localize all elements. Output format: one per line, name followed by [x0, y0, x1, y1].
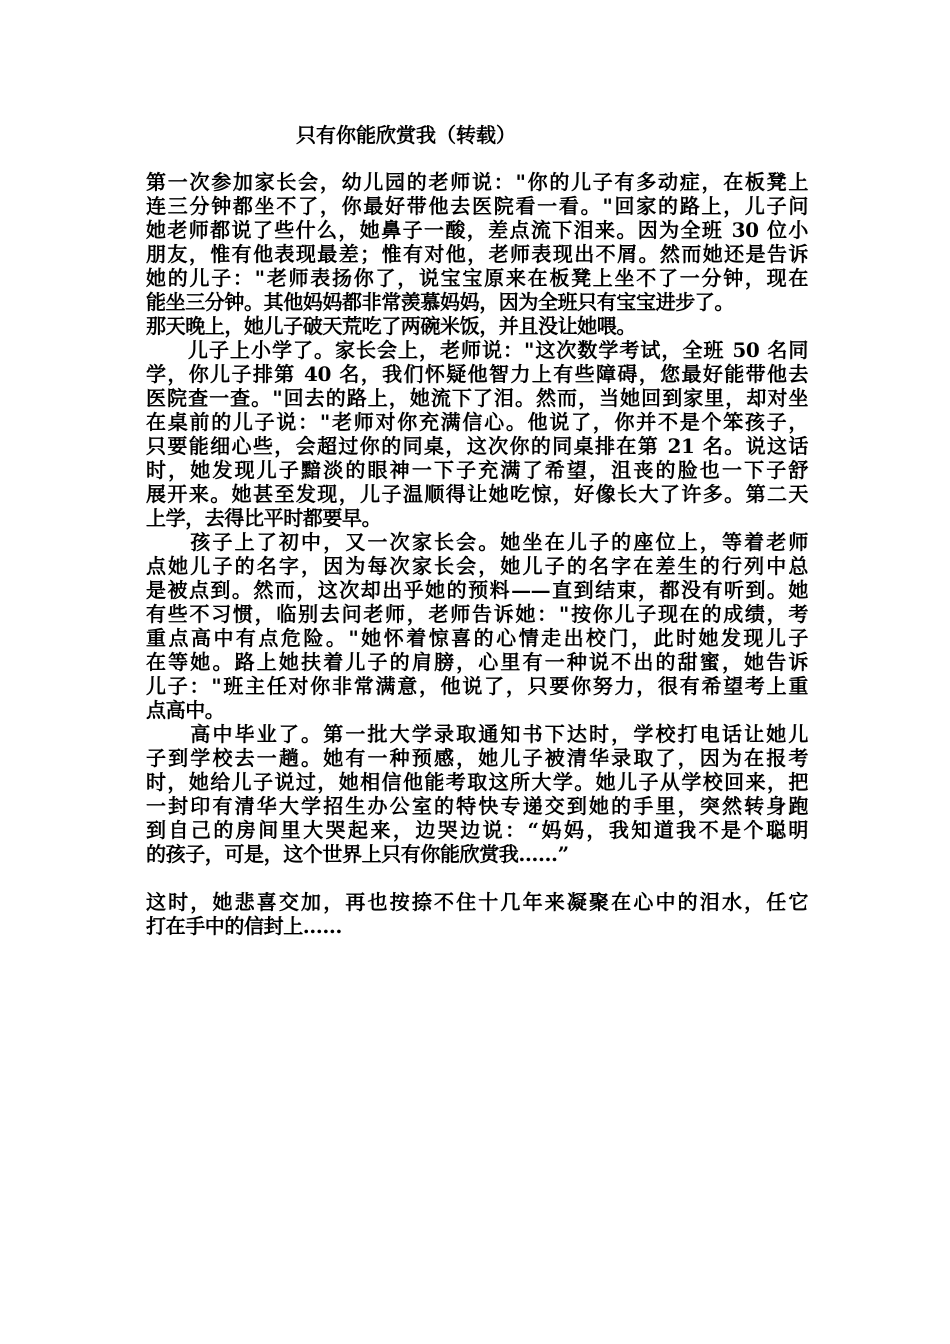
- paragraph-spacer: [146, 866, 808, 890]
- paragraph-2: [146, 338, 808, 530]
- text-line: 一封印有清华大学招生办公室的特快专递交到她的手里，突然转身跑: [146, 794, 808, 818]
- text-line: 时，她给儿子说过，她相信他能考取这所大学。她儿子从学校回来，把: [146, 770, 808, 794]
- text-line: 那天晚上，她儿子破天荒吃了两碗米饭，并且没让她喂。: [146, 314, 636, 338]
- document-title: 只有你能欣赏我（转载）: [296, 123, 516, 147]
- paragraph-1: [146, 170, 808, 338]
- text-line: 的孩子，可是，这个世界上只有你能欣赏我……”: [146, 842, 569, 866]
- text-line: 儿子："班主任对你非常满意，他说了，只要你努力，很有希望考上重: [146, 674, 808, 698]
- paragraph-4: [146, 722, 808, 866]
- text-line: 能坐三分钟。其他妈妈都非常羡慕妈妈，因为全班只有宝宝进步了。: [146, 290, 734, 314]
- text-line: 展开来。她甚至发现，儿子温顺得让她吃惊，好像长大了许多。第二天: [146, 482, 808, 506]
- text-line: 高中毕业了。第一批大学录取通知书下达时，学校打电话让她儿: [146, 722, 808, 746]
- text-line: 只要能细心些，会超过你的同桌，这次你的同桌排在第 21 名。说这话: [146, 434, 808, 458]
- text-line: 时，她发现儿子黯淡的眼神一下子充满了希望，沮丧的脸也一下子舒: [146, 458, 808, 482]
- text-line: 到自己的房间里大哭起来，边哭边说：“妈妈，我知道我不是个聪明: [146, 818, 808, 842]
- text-line: 是被点到。然而，这次却出乎她的预料——直到结束，都没有听到。她: [146, 578, 808, 602]
- text-line: 第一次参加家长会，幼儿园的老师说："你的儿子有多动症，在板凳上: [146, 170, 808, 194]
- text-line: 打在手中的信封上……: [146, 914, 342, 938]
- text-line: 在桌前的儿子说："老师对你充满信心。他说了，你并不是个笨孩子，: [146, 410, 808, 434]
- text-line: 上学，去得比平时都要早。: [146, 506, 382, 530]
- text-line: 医院查一查。"回去的路上，她流下了泪。然而，当她回到家里，却对坐: [146, 386, 808, 410]
- text-line: 学，你儿子排第 40 名，我们怀疑他智力上有些障碍，您最好能带他去: [146, 362, 808, 386]
- text-line: 她老师都说了些什么，她鼻子一酸，差点流下泪来。因为全班 30 位小: [146, 218, 808, 242]
- text-line: 朋友，惟有他表现最差；惟有对他，老师表现出不屑。然而她还是告诉: [146, 242, 808, 266]
- text-line: 点高中。: [146, 698, 225, 722]
- text-line: 有些不习惯，临别去问老师，老师告诉她："按你儿子现在的成绩，考: [146, 602, 808, 626]
- text-line: 孩子上了初中，又一次家长会。她坐在儿子的座位上，等着老师: [146, 530, 808, 554]
- text-line: 连三分钟都坐不了，你最好带他去医院看一看。"回家的路上，儿子问: [146, 194, 808, 218]
- paragraph-5: [146, 890, 808, 938]
- text-line: 她的儿子："老师表扬你了，说宝宝原来在板凳上坐不了一分钟，现在: [146, 266, 808, 290]
- text-line: 这时，她悲喜交加，再也按捺不住十几年来凝聚在心中的泪水，任它: [146, 890, 808, 914]
- text-line: 在等她。路上她扶着儿子的肩膀，心里有一种说不出的甜蜜，她告诉: [146, 650, 808, 674]
- text-line: 重点高中有点危险。"她怀着惊喜的心情走出校门，此时她发现儿子: [146, 626, 808, 650]
- text-line: 点她儿子的名字，因为每次家长会，她儿子的名字在差生的行列中总: [146, 554, 808, 578]
- text-line: 儿子上小学了。家长会上，老师说："这次数学考试，全班 50 名同: [146, 338, 808, 362]
- paragraph-3: [146, 530, 808, 722]
- text-line: 子到学校去一趟。她有一种预感，她儿子被清华录取了，因为在报考: [146, 746, 808, 770]
- document-body: [146, 170, 808, 938]
